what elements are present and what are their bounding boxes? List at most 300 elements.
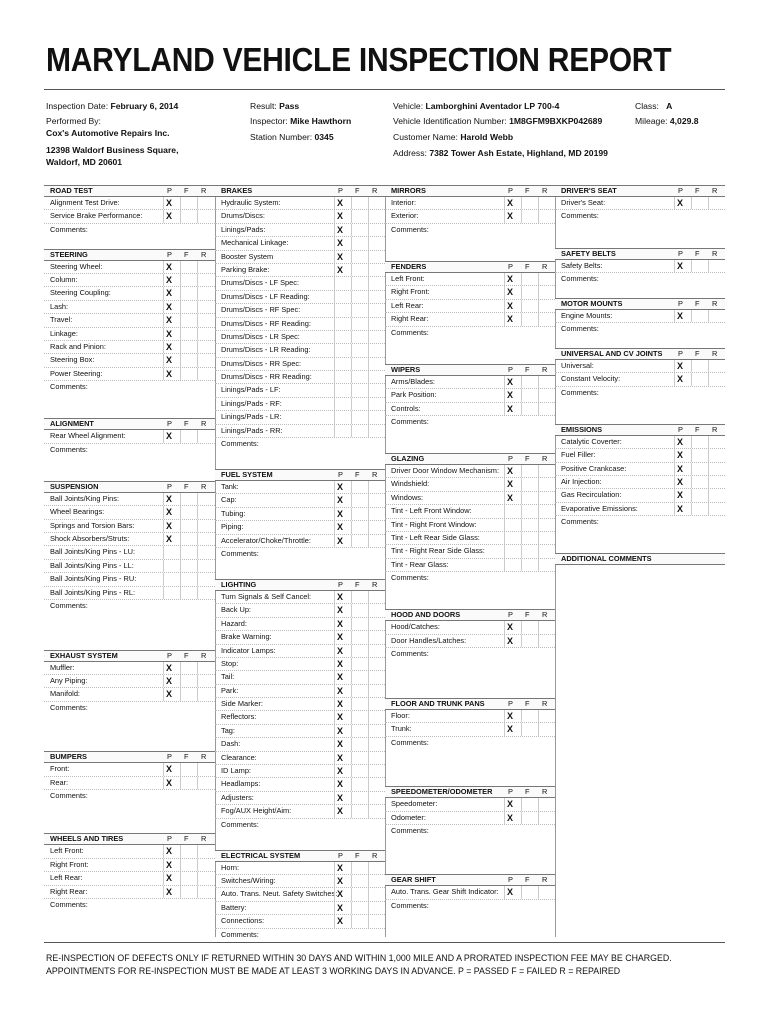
- checkbox-cell[interactable]: [368, 752, 369, 764]
- checkbox-cell[interactable]: [197, 287, 198, 299]
- checkbox-cell[interactable]: [691, 373, 692, 385]
- checkbox-cell[interactable]: [334, 291, 335, 303]
- checkbox-cell[interactable]: [197, 506, 198, 518]
- checkbox-cell[interactable]: [163, 301, 164, 313]
- checkbox-cell[interactable]: [180, 493, 181, 505]
- checkbox-cell[interactable]: [538, 519, 539, 531]
- checkbox-cell[interactable]: [197, 354, 198, 366]
- checkbox-cell[interactable]: [351, 318, 352, 330]
- checkbox-cell[interactable]: [708, 197, 709, 209]
- checkbox-cell[interactable]: [180, 274, 181, 286]
- checkbox-cell[interactable]: [334, 197, 335, 209]
- checkbox-cell[interactable]: [368, 902, 369, 914]
- checkbox-cell[interactable]: [334, 494, 335, 506]
- comments-field[interactable]: [215, 548, 385, 560]
- checkbox-cell[interactable]: [334, 862, 335, 874]
- checkbox-cell[interactable]: [691, 310, 692, 322]
- checkbox-cell[interactable]: [334, 358, 335, 370]
- checkbox-cell[interactable]: [368, 494, 369, 506]
- checkbox-cell[interactable]: [521, 300, 522, 312]
- checkbox-cell[interactable]: [521, 492, 522, 504]
- checkbox-cell[interactable]: [163, 859, 164, 871]
- checkbox-cell[interactable]: [334, 251, 335, 263]
- checkbox-cell[interactable]: [504, 798, 505, 810]
- checkbox-cell[interactable]: [351, 535, 352, 547]
- checkbox-cell[interactable]: [368, 778, 369, 790]
- checkbox-cell[interactable]: [180, 587, 181, 599]
- checkbox-cell[interactable]: [197, 430, 198, 442]
- checkbox-cell[interactable]: [197, 314, 198, 326]
- checkbox-cell[interactable]: [334, 738, 335, 750]
- checkbox-cell[interactable]: [351, 411, 352, 423]
- checkbox-cell[interactable]: [674, 476, 675, 488]
- checkbox-cell[interactable]: [351, 291, 352, 303]
- checkbox-cell[interactable]: [334, 398, 335, 410]
- checkbox-cell[interactable]: [197, 763, 198, 775]
- checkbox-cell[interactable]: [334, 411, 335, 423]
- checkbox-cell[interactable]: [351, 711, 352, 723]
- checkbox-cell[interactable]: [334, 425, 335, 437]
- checkbox-cell[interactable]: [521, 559, 522, 571]
- checkbox-cell[interactable]: [521, 532, 522, 544]
- checkbox-cell[interactable]: [368, 277, 369, 289]
- checkbox-cell[interactable]: [368, 711, 369, 723]
- checkbox-cell[interactable]: [351, 304, 352, 316]
- checkbox-cell[interactable]: [368, 358, 369, 370]
- checkbox-cell[interactable]: [538, 389, 539, 401]
- checkbox-cell[interactable]: [334, 685, 335, 697]
- checkbox-cell[interactable]: [504, 376, 505, 388]
- checkbox-cell[interactable]: [334, 604, 335, 616]
- checkbox-cell[interactable]: [163, 341, 164, 353]
- checkbox-cell[interactable]: [351, 902, 352, 914]
- checkbox-cell[interactable]: [538, 505, 539, 517]
- checkbox-cell[interactable]: [163, 886, 164, 898]
- checkbox-cell[interactable]: [708, 436, 709, 448]
- checkbox-cell[interactable]: [691, 489, 692, 501]
- checkbox-cell[interactable]: [351, 875, 352, 887]
- checkbox-cell[interactable]: [163, 368, 164, 380]
- checkbox-cell[interactable]: [538, 621, 539, 633]
- checkbox-cell[interactable]: [368, 521, 369, 533]
- checkbox-cell[interactable]: [197, 662, 198, 674]
- checkbox-cell[interactable]: [351, 344, 352, 356]
- checkbox-cell[interactable]: [538, 376, 539, 388]
- comments-field[interactable]: [215, 438, 385, 450]
- checkbox-cell[interactable]: [351, 398, 352, 410]
- checkbox-cell[interactable]: [163, 274, 164, 286]
- checkbox-cell[interactable]: [708, 463, 709, 475]
- checkbox-cell[interactable]: [197, 546, 198, 558]
- checkbox-cell[interactable]: [504, 273, 505, 285]
- checkbox-cell[interactable]: [334, 210, 335, 222]
- checkbox-cell[interactable]: [708, 360, 709, 372]
- comments-field[interactable]: [215, 929, 385, 941]
- checkbox-cell[interactable]: [180, 845, 181, 857]
- comments-field[interactable]: [555, 273, 725, 285]
- checkbox-cell[interactable]: [538, 210, 539, 222]
- checkbox-cell[interactable]: [538, 273, 539, 285]
- checkbox-cell[interactable]: [351, 210, 352, 222]
- checkbox-cell[interactable]: [163, 688, 164, 700]
- checkbox-cell[interactable]: [538, 886, 539, 898]
- checkbox-cell[interactable]: [368, 197, 369, 209]
- checkbox-cell[interactable]: [334, 725, 335, 737]
- checkbox-cell[interactable]: [197, 493, 198, 505]
- checkbox-cell[interactable]: [351, 197, 352, 209]
- checkbox-cell[interactable]: [197, 845, 198, 857]
- checkbox-cell[interactable]: [504, 621, 505, 633]
- checkbox-cell[interactable]: [521, 519, 522, 531]
- checkbox-cell[interactable]: [351, 521, 352, 533]
- checkbox-cell[interactable]: [521, 886, 522, 898]
- checkbox-cell[interactable]: [691, 503, 692, 515]
- checkbox-cell[interactable]: [521, 723, 522, 735]
- checkbox-cell[interactable]: [708, 449, 709, 461]
- checkbox-cell[interactable]: [368, 384, 369, 396]
- checkbox-cell[interactable]: [351, 915, 352, 927]
- checkbox-cell[interactable]: [504, 403, 505, 415]
- checkbox-cell[interactable]: [521, 210, 522, 222]
- checkbox-cell[interactable]: [674, 503, 675, 515]
- comments-field[interactable]: [555, 210, 725, 222]
- checkbox-cell[interactable]: [180, 560, 181, 572]
- checkbox-cell[interactable]: [351, 725, 352, 737]
- checkbox-cell[interactable]: [163, 314, 164, 326]
- checkbox-cell[interactable]: [197, 301, 198, 313]
- checkbox-cell[interactable]: [180, 287, 181, 299]
- checkbox-cell[interactable]: [538, 723, 539, 735]
- checkbox-cell[interactable]: [368, 738, 369, 750]
- checkbox-cell[interactable]: [351, 685, 352, 697]
- checkbox-cell[interactable]: [538, 478, 539, 490]
- checkbox-cell[interactable]: [504, 492, 505, 504]
- checkbox-cell[interactable]: [504, 886, 505, 898]
- checkbox-cell[interactable]: [163, 546, 164, 558]
- checkbox-cell[interactable]: [197, 368, 198, 380]
- comments-field[interactable]: [385, 737, 555, 749]
- checkbox-cell[interactable]: [334, 344, 335, 356]
- checkbox-cell[interactable]: [180, 872, 181, 884]
- checkbox-cell[interactable]: [674, 449, 675, 461]
- checkbox-cell[interactable]: [368, 291, 369, 303]
- checkbox-cell[interactable]: [197, 261, 198, 273]
- checkbox-cell[interactable]: [368, 251, 369, 263]
- comments-field[interactable]: [385, 224, 555, 236]
- checkbox-cell[interactable]: [708, 476, 709, 488]
- checkbox-cell[interactable]: [180, 688, 181, 700]
- checkbox-cell[interactable]: [368, 224, 369, 236]
- checkbox-cell[interactable]: [197, 587, 198, 599]
- checkbox-cell[interactable]: [163, 587, 164, 599]
- checkbox-cell[interactable]: [368, 481, 369, 493]
- checkbox-cell[interactable]: [351, 481, 352, 493]
- checkbox-cell[interactable]: [163, 560, 164, 572]
- checkbox-cell[interactable]: [334, 224, 335, 236]
- checkbox-cell[interactable]: [691, 463, 692, 475]
- checkbox-cell[interactable]: [368, 698, 369, 710]
- checkbox-cell[interactable]: [504, 478, 505, 490]
- checkbox-cell[interactable]: [504, 545, 505, 557]
- checkbox-cell[interactable]: [504, 505, 505, 517]
- checkbox-cell[interactable]: [708, 373, 709, 385]
- checkbox-cell[interactable]: [368, 331, 369, 343]
- checkbox-cell[interactable]: [521, 403, 522, 415]
- checkbox-cell[interactable]: [351, 508, 352, 520]
- checkbox-cell[interactable]: [163, 662, 164, 674]
- checkbox-cell[interactable]: [334, 888, 335, 900]
- checkbox-cell[interactable]: [521, 376, 522, 388]
- checkbox-cell[interactable]: [674, 463, 675, 475]
- checkbox-cell[interactable]: [521, 710, 522, 722]
- checkbox-cell[interactable]: [504, 532, 505, 544]
- checkbox-cell[interactable]: [334, 875, 335, 887]
- checkbox-cell[interactable]: [538, 812, 539, 824]
- checkbox-cell[interactable]: [708, 310, 709, 322]
- checkbox-cell[interactable]: [691, 449, 692, 461]
- checkbox-cell[interactable]: [368, 915, 369, 927]
- checkbox-cell[interactable]: [351, 631, 352, 643]
- checkbox-cell[interactable]: [504, 210, 505, 222]
- checkbox-cell[interactable]: [197, 328, 198, 340]
- checkbox-cell[interactable]: [180, 210, 181, 222]
- checkbox-cell[interactable]: [334, 384, 335, 396]
- checkbox-cell[interactable]: [163, 506, 164, 518]
- checkbox-cell[interactable]: [368, 805, 369, 817]
- checkbox-cell[interactable]: [163, 210, 164, 222]
- checkbox-cell[interactable]: [504, 723, 505, 735]
- checkbox-cell[interactable]: [334, 805, 335, 817]
- checkbox-cell[interactable]: [538, 197, 539, 209]
- checkbox-cell[interactable]: [674, 310, 675, 322]
- comments-field[interactable]: [555, 516, 725, 528]
- checkbox-cell[interactable]: [351, 618, 352, 630]
- checkbox-cell[interactable]: [521, 313, 522, 325]
- checkbox-cell[interactable]: [180, 859, 181, 871]
- checkbox-cell[interactable]: [180, 533, 181, 545]
- checkbox-cell[interactable]: [368, 210, 369, 222]
- checkbox-cell[interactable]: [351, 371, 352, 383]
- checkbox-cell[interactable]: [334, 671, 335, 683]
- checkbox-cell[interactable]: [674, 260, 675, 272]
- checkbox-cell[interactable]: [351, 658, 352, 670]
- checkbox-cell[interactable]: [334, 631, 335, 643]
- checkbox-cell[interactable]: [368, 792, 369, 804]
- checkbox-cell[interactable]: [351, 251, 352, 263]
- checkbox-cell[interactable]: [521, 545, 522, 557]
- comments-field[interactable]: [44, 600, 215, 612]
- checkbox-cell[interactable]: [351, 752, 352, 764]
- checkbox-cell[interactable]: [691, 360, 692, 372]
- checkbox-cell[interactable]: [197, 872, 198, 884]
- comments-field[interactable]: [44, 899, 215, 911]
- checkbox-cell[interactable]: [521, 505, 522, 517]
- checkbox-cell[interactable]: [504, 812, 505, 824]
- checkbox-cell[interactable]: [197, 688, 198, 700]
- checkbox-cell[interactable]: [538, 300, 539, 312]
- checkbox-cell[interactable]: [163, 872, 164, 884]
- checkbox-cell[interactable]: [197, 859, 198, 871]
- checkbox-cell[interactable]: [180, 314, 181, 326]
- checkbox-cell[interactable]: [674, 436, 675, 448]
- checkbox-cell[interactable]: [163, 520, 164, 532]
- checkbox-cell[interactable]: [504, 300, 505, 312]
- checkbox-cell[interactable]: [163, 261, 164, 273]
- checkbox-cell[interactable]: [180, 430, 181, 442]
- checkbox-cell[interactable]: [538, 559, 539, 571]
- checkbox-cell[interactable]: [368, 318, 369, 330]
- checkbox-cell[interactable]: [197, 210, 198, 222]
- checkbox-cell[interactable]: [521, 286, 522, 298]
- checkbox-cell[interactable]: [197, 197, 198, 209]
- checkbox-cell[interactable]: [351, 237, 352, 249]
- checkbox-cell[interactable]: [351, 792, 352, 804]
- checkbox-cell[interactable]: [504, 286, 505, 298]
- checkbox-cell[interactable]: [538, 532, 539, 544]
- checkbox-cell[interactable]: [368, 604, 369, 616]
- checkbox-cell[interactable]: [163, 354, 164, 366]
- checkbox-cell[interactable]: [334, 331, 335, 343]
- checkbox-cell[interactable]: [180, 197, 181, 209]
- checkbox-cell[interactable]: [538, 635, 539, 647]
- checkbox-cell[interactable]: [334, 481, 335, 493]
- checkbox-cell[interactable]: [368, 888, 369, 900]
- comments-field[interactable]: [215, 819, 385, 831]
- comments-field[interactable]: [44, 444, 215, 456]
- checkbox-cell[interactable]: [521, 621, 522, 633]
- checkbox-cell[interactable]: [368, 685, 369, 697]
- checkbox-cell[interactable]: [180, 662, 181, 674]
- checkbox-cell[interactable]: [180, 520, 181, 532]
- checkbox-cell[interactable]: [351, 224, 352, 236]
- checkbox-cell[interactable]: [163, 573, 164, 585]
- checkbox-cell[interactable]: [334, 277, 335, 289]
- checkbox-cell[interactable]: [180, 328, 181, 340]
- checkbox-cell[interactable]: [521, 273, 522, 285]
- checkbox-cell[interactable]: [180, 354, 181, 366]
- checkbox-cell[interactable]: [691, 197, 692, 209]
- checkbox-cell[interactable]: [197, 274, 198, 286]
- comments-field[interactable]: [44, 702, 215, 714]
- checkbox-cell[interactable]: [334, 618, 335, 630]
- checkbox-cell[interactable]: [538, 545, 539, 557]
- checkbox-cell[interactable]: [163, 493, 164, 505]
- checkbox-cell[interactable]: [691, 260, 692, 272]
- checkbox-cell[interactable]: [197, 573, 198, 585]
- checkbox-cell[interactable]: [163, 197, 164, 209]
- checkbox-cell[interactable]: [197, 341, 198, 353]
- checkbox-cell[interactable]: [180, 301, 181, 313]
- checkbox-cell[interactable]: [180, 506, 181, 518]
- checkbox-cell[interactable]: [351, 738, 352, 750]
- checkbox-cell[interactable]: [351, 805, 352, 817]
- checkbox-cell[interactable]: [334, 237, 335, 249]
- checkbox-cell[interactable]: [180, 573, 181, 585]
- checkbox-cell[interactable]: [368, 671, 369, 683]
- checkbox-cell[interactable]: [197, 675, 198, 687]
- checkbox-cell[interactable]: [521, 812, 522, 824]
- checkbox-cell[interactable]: [368, 631, 369, 643]
- comments-field[interactable]: [44, 790, 215, 802]
- checkbox-cell[interactable]: [351, 778, 352, 790]
- checkbox-cell[interactable]: [180, 777, 181, 789]
- checkbox-cell[interactable]: [180, 886, 181, 898]
- checkbox-cell[interactable]: [368, 398, 369, 410]
- checkbox-cell[interactable]: [368, 591, 369, 603]
- checkbox-cell[interactable]: [351, 494, 352, 506]
- checkbox-cell[interactable]: [521, 478, 522, 490]
- checkbox-cell[interactable]: [197, 520, 198, 532]
- checkbox-cell[interactable]: [368, 508, 369, 520]
- checkbox-cell[interactable]: [334, 792, 335, 804]
- checkbox-cell[interactable]: [334, 318, 335, 330]
- checkbox-cell[interactable]: [674, 197, 675, 209]
- checkbox-cell[interactable]: [351, 862, 352, 874]
- checkbox-cell[interactable]: [163, 430, 164, 442]
- checkbox-cell[interactable]: [504, 313, 505, 325]
- comments-field[interactable]: [385, 327, 555, 339]
- checkbox-cell[interactable]: [368, 535, 369, 547]
- checkbox-cell[interactable]: [351, 277, 352, 289]
- checkbox-cell[interactable]: [368, 645, 369, 657]
- checkbox-cell[interactable]: [351, 425, 352, 437]
- checkbox-cell[interactable]: [163, 845, 164, 857]
- checkbox-cell[interactable]: [538, 465, 539, 477]
- comments-field[interactable]: [385, 416, 555, 428]
- checkbox-cell[interactable]: [180, 546, 181, 558]
- checkbox-cell[interactable]: [163, 763, 164, 775]
- checkbox-cell[interactable]: [504, 197, 505, 209]
- checkbox-cell[interactable]: [368, 725, 369, 737]
- checkbox-cell[interactable]: [334, 752, 335, 764]
- checkbox-cell[interactable]: [334, 535, 335, 547]
- checkbox-cell[interactable]: [674, 360, 675, 372]
- checkbox-cell[interactable]: [504, 389, 505, 401]
- comments-field[interactable]: [385, 825, 555, 837]
- checkbox-cell[interactable]: [163, 533, 164, 545]
- checkbox-cell[interactable]: [197, 560, 198, 572]
- checkbox-cell[interactable]: [334, 915, 335, 927]
- checkbox-cell[interactable]: [334, 658, 335, 670]
- checkbox-cell[interactable]: [368, 618, 369, 630]
- checkbox-cell[interactable]: [197, 777, 198, 789]
- checkbox-cell[interactable]: [368, 411, 369, 423]
- checkbox-cell[interactable]: [334, 371, 335, 383]
- checkbox-cell[interactable]: [180, 368, 181, 380]
- comments-field[interactable]: [555, 387, 725, 399]
- comments-field[interactable]: [385, 900, 555, 912]
- checkbox-cell[interactable]: [368, 371, 369, 383]
- checkbox-cell[interactable]: [538, 403, 539, 415]
- checkbox-cell[interactable]: [334, 902, 335, 914]
- checkbox-cell[interactable]: [351, 384, 352, 396]
- checkbox-cell[interactable]: [368, 875, 369, 887]
- checkbox-cell[interactable]: [708, 260, 709, 272]
- checkbox-cell[interactable]: [538, 710, 539, 722]
- checkbox-cell[interactable]: [521, 798, 522, 810]
- checkbox-cell[interactable]: [334, 698, 335, 710]
- checkbox-cell[interactable]: [368, 264, 369, 276]
- checkbox-cell[interactable]: [197, 533, 198, 545]
- checkbox-cell[interactable]: [180, 341, 181, 353]
- checkbox-cell[interactable]: [180, 675, 181, 687]
- checkbox-cell[interactable]: [351, 331, 352, 343]
- comments-field[interactable]: [385, 648, 555, 660]
- checkbox-cell[interactable]: [180, 261, 181, 273]
- checkbox-cell[interactable]: [351, 888, 352, 900]
- checkbox-cell[interactable]: [368, 862, 369, 874]
- checkbox-cell[interactable]: [691, 476, 692, 488]
